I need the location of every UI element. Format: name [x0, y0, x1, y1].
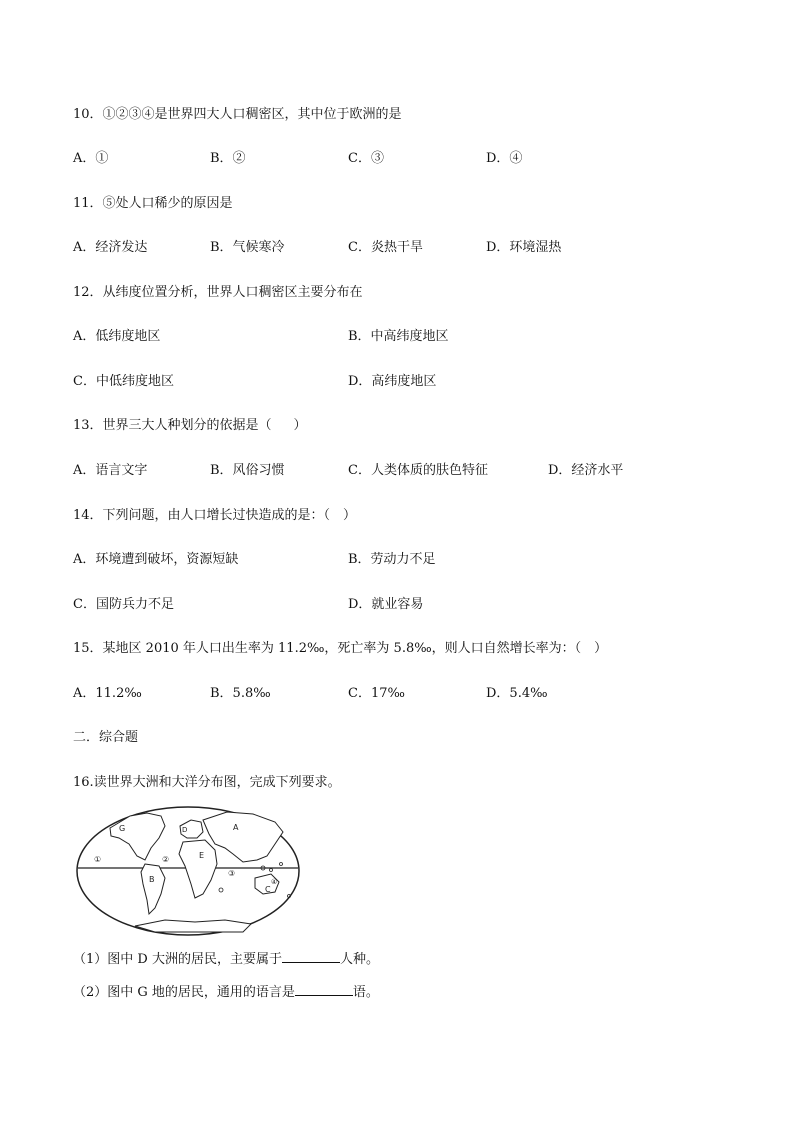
map-label-circle-3: ③ [228, 869, 236, 878]
q12-option-b[interactable]: B．中高纬度地区 [348, 329, 449, 344]
q10-option-c[interactable]: C．③ [348, 151, 384, 166]
answer-blank-2[interactable] [295, 983, 353, 996]
q11-option-b[interactable]: B．气候寒冷 [210, 240, 285, 255]
q13-option-c[interactable]: C．人类体质的肤色特征 [348, 463, 488, 478]
q12-option-d[interactable]: D．高纬度地区 [348, 374, 437, 389]
q10-option-a[interactable]: A．① [73, 151, 109, 166]
q13-option-d[interactable]: D．经济水平 [548, 463, 624, 478]
map-label-e: E [199, 851, 205, 860]
question-15: 15．某地区 2010 年人口出生率为 11.2‰，死亡率为 5.8‰，则人口自然增长率为：（ ） [73, 641, 608, 656]
q16-sub-2-suffix: 语。 [352, 985, 379, 1000]
question-12: 12．从纬度位置分析，世界人口稠密区主要分布在 [73, 285, 363, 300]
map-label-circle-4: ④ [271, 878, 278, 886]
map-label-a: A [233, 823, 239, 832]
q14-option-a[interactable]: A．环境遭到破坏，资源短缺 [73, 552, 239, 567]
q13-text: 13．世界三大人种划分的依据是（ [73, 418, 272, 433]
q14-option-b[interactable]: B．劳动力不足 [348, 552, 436, 567]
q16-sub-1 [73, 948, 379, 967]
question-11: 11．⑤处人口稀少的原因是 [73, 196, 233, 211]
map-label-g: G [119, 824, 126, 833]
map-label-circle-1: ① [94, 855, 102, 864]
q15-option-b[interactable]: B．5.8‰ [210, 686, 271, 701]
question-16: 16.读世界大洲和大洋分布图，完成下列要求。 [73, 775, 341, 790]
map-label-d: D [182, 826, 188, 834]
q16-sub-1-suffix: 人种。 [339, 952, 379, 967]
question-10: 10．①②③④是世界四大人口稠密区，其中位于欧洲的是 [73, 107, 402, 122]
question-13 [73, 414, 307, 433]
map-label-c: C [265, 885, 271, 894]
q12-option-c[interactable]: C．中低纬度地区 [73, 374, 174, 389]
q11-option-a[interactable]: A．经济发达 [73, 240, 148, 255]
q11-option-d[interactable]: D．环境湿热 [486, 240, 562, 255]
q15-option-d[interactable]: D．5.4‰ [486, 686, 548, 701]
q13-option-a[interactable]: A．语言文字 [73, 463, 148, 478]
section-heading: 二．综合题 [73, 730, 139, 745]
q14-option-d[interactable]: D．就业容易 [348, 597, 424, 612]
map-label-circle-2: ② [162, 855, 170, 864]
q15-option-c[interactable]: C．17‰ [348, 686, 405, 701]
q13-paren-close: ） [293, 418, 307, 433]
answer-blank-1[interactable] [282, 950, 340, 963]
q16-sub-2-text: （2）图中 G 地的居民，通用的语言是 [73, 985, 295, 1000]
q14-option-c[interactable]: C．国防兵力不足 [73, 597, 174, 612]
q16-sub-2 [73, 981, 379, 1000]
q12-option-a[interactable]: A．低纬度地区 [73, 329, 161, 344]
map-label-b: B [149, 875, 155, 884]
world-map [75, 804, 303, 938]
q13-option-b[interactable]: B．风俗习惯 [210, 463, 285, 478]
q11-option-c[interactable]: C．炎热干旱 [348, 240, 423, 255]
q15-option-a[interactable]: A．11.2‰ [73, 686, 142, 701]
q10-option-d[interactable]: D．④ [486, 151, 523, 166]
q16-sub-1-text: （1）图中 D 大洲的居民，主要属于 [73, 952, 282, 967]
question-14: 14．下列问题，由人口增长过快造成的是：（ ） [73, 508, 357, 523]
q10-option-b[interactable]: B．② [210, 151, 246, 166]
